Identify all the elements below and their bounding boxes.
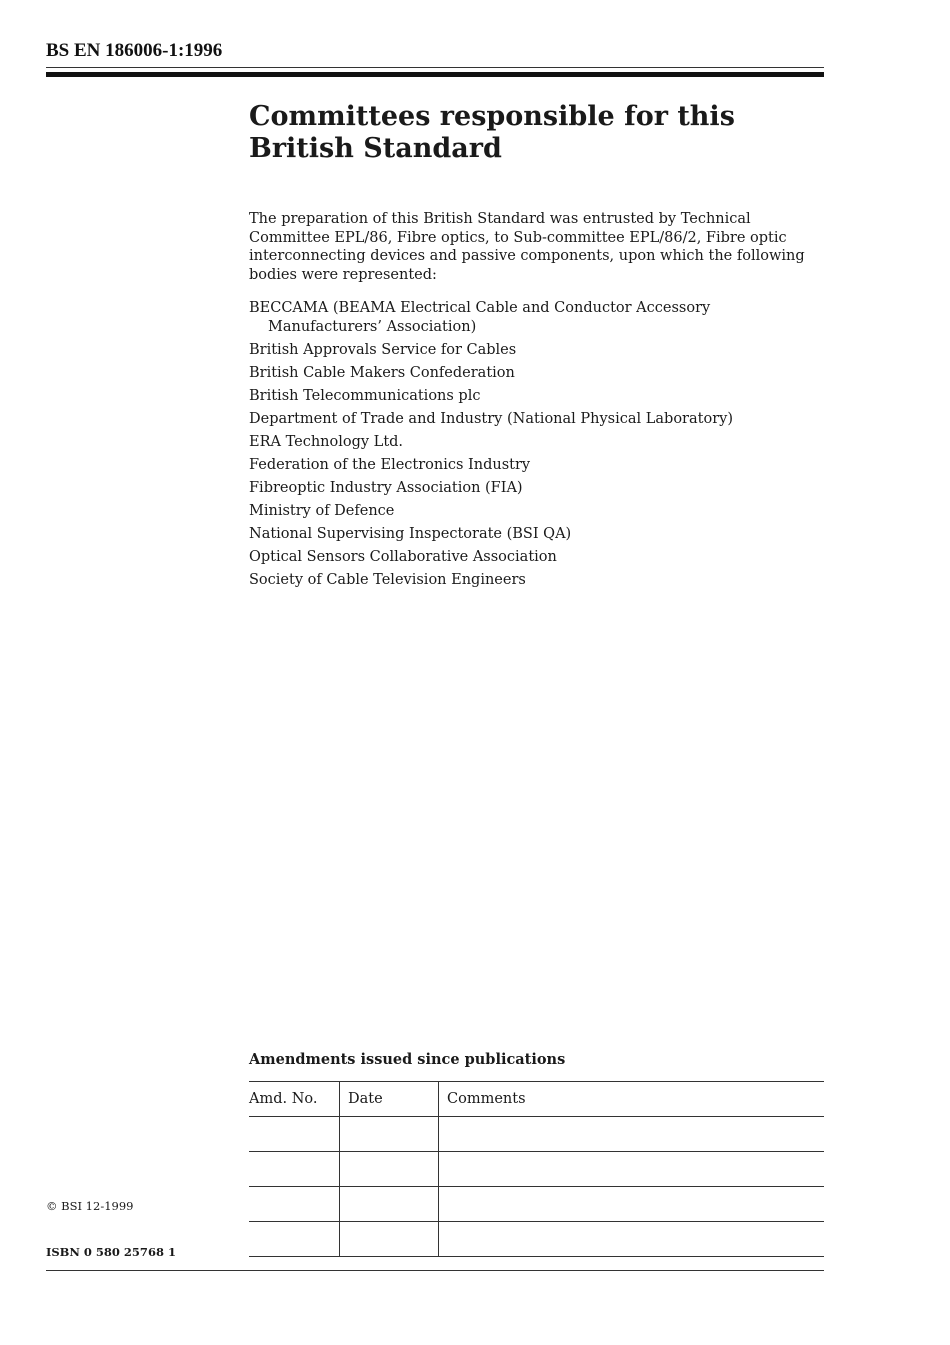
list-item-text: BECCAMA (BEAMA Electrical Cable and Conductor Accessory [249,300,711,316]
table-cell [439,1152,825,1187]
intro-line: bodies were represented: [249,266,437,283]
list-item: British Approvals Service for Cables [249,341,517,358]
list-item: National Supervising Inspectorate (BSI QA) [249,525,572,542]
table-header-row [249,1082,824,1117]
table-cell [340,1117,439,1152]
list-item: British Cable Makers Confederation [249,364,515,381]
copyright-notice: © BSI 12-1999 [46,1199,134,1213]
list-item: Federation of the Electronics Industry [249,456,531,473]
intro-line: Committee EPL/86, Fibre optics, to Sub-committee EPL/86/2, Fibre optic [249,229,787,246]
column-header-amd-no: Amd. No. [249,1082,340,1117]
intro-paragraph [249,210,819,284]
table-cell [340,1152,439,1187]
list-item: British Telecommunications plc [249,387,481,404]
table-row [249,1117,824,1152]
footer-rule [46,1270,824,1271]
table-cell [439,1222,825,1257]
intro-line: The preparation of this British Standard was entrusted by Technical [249,211,751,227]
table-cell [340,1187,439,1222]
amendments-table [249,1081,824,1257]
isbn-number: ISBN 0 580 25768 1 [46,1245,176,1259]
table-row [249,1222,824,1257]
table-cell [439,1117,825,1152]
page-title-line-1: Committees responsible for this [249,101,735,132]
header-rule-thick [46,72,824,77]
table-cell [439,1187,825,1222]
list-item-continuation: Manufacturers’ Association) [268,318,477,335]
table-cell [249,1152,340,1187]
list-item: Fibreoptic Industry Association (FIA) [249,479,523,496]
table-cell [340,1222,439,1257]
list-item: Ministry of Defence [249,502,395,519]
table-cell [249,1187,340,1222]
page-title-line-2: British Standard [249,133,502,164]
list-item [249,299,824,336]
table-cell [249,1117,340,1152]
table-row [249,1187,824,1222]
document-id: BS EN 186006-1:1996 [46,40,223,61]
column-header-comments: Comments [439,1082,825,1117]
column-header-date: Date [340,1082,439,1117]
list-item: ERA Technology Ltd. [249,433,404,450]
table-cell [249,1222,340,1257]
header-rule-thin [46,67,824,68]
list-item: Society of Cable Television Engineers [249,571,526,588]
represented-bodies-list [249,299,824,594]
list-item: Optical Sensors Collaborative Association [249,548,557,565]
amendments-heading: Amendments issued since publications [249,1051,566,1068]
intro-line: interconnecting devices and passive components, upon which the following [249,248,805,264]
list-item: Department of Trade and Industry (National Physical Laboratory) [249,410,733,427]
page-title [249,101,735,165]
table-row [249,1152,824,1187]
